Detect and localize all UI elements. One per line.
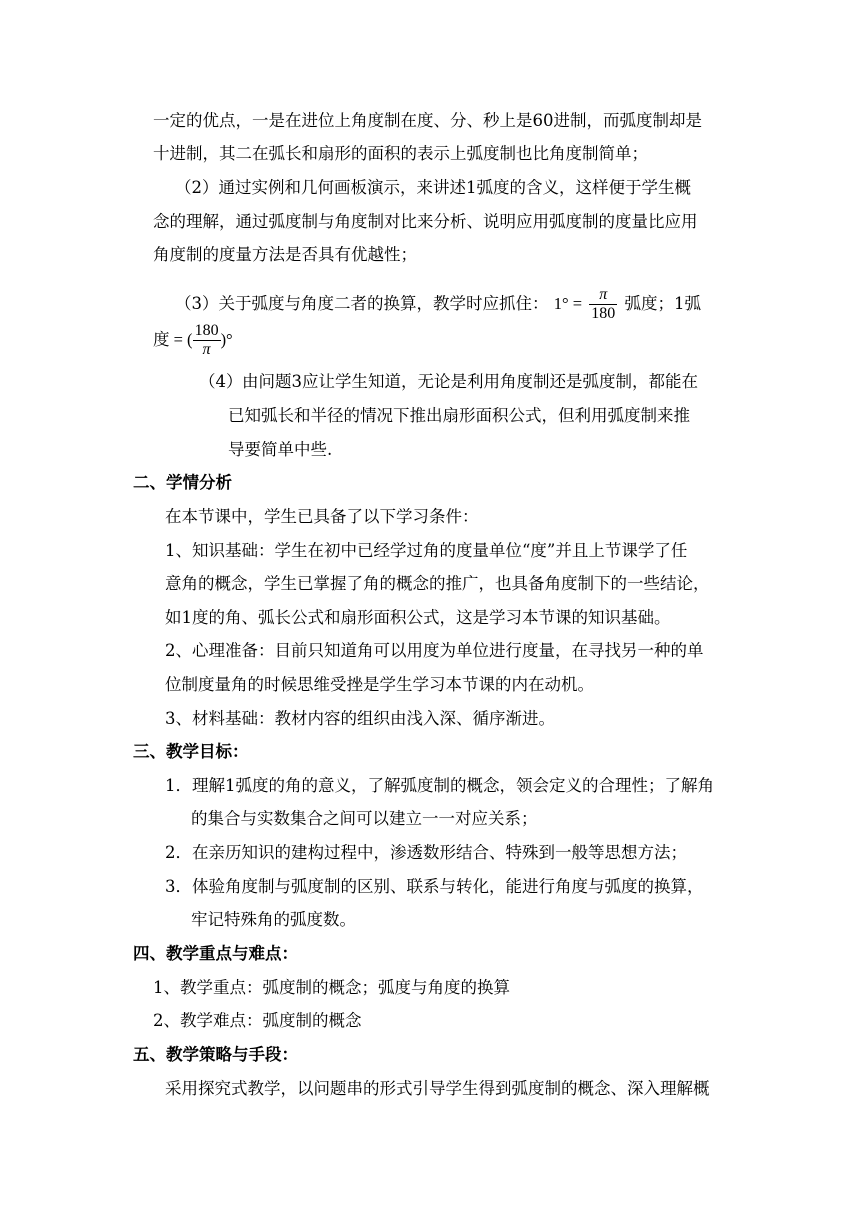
conversion-after-text: 弧度；1弧 xyxy=(624,294,702,313)
paragraph-line: 1、知识基础：学生在初中已经学过角的度量单位“度”并且上节课学了任 xyxy=(165,541,688,560)
paragraph-line: 在本节课中，学生已具备了以下学习条件： xyxy=(165,507,479,526)
fraction-numerator: π xyxy=(599,286,608,303)
paragraph-line: 一定的优点，一是在进位上角度制在度、分、秒上是60进制，而弧度制却是 xyxy=(153,111,702,130)
paragraph-line: 1．理解1弧度的角的意义，了解弧度制的概念，领会定义的合理性；了解角 xyxy=(165,776,714,795)
paragraph-line: 已知弧长和半径的情况下推出扇形面积公式，但利用弧度制来推 xyxy=(228,406,690,425)
section-heading: 二、学情分析 xyxy=(133,473,232,492)
paragraph-line: 如1度的角、弧长公式和扇形面积公式，这是学习本节课的知识基础。 xyxy=(165,608,671,627)
conversion-formula-line-2 xyxy=(153,320,233,360)
section-heading: 四、教学重点与难点： xyxy=(133,944,298,963)
fraction-denominator: 180 xyxy=(591,305,616,322)
paragraph-line: 十进制，其二在弧长和扇形的面积的表示上弧度制也比角度制简单； xyxy=(153,144,648,163)
paragraph-line: 念的理解，通过弧度制与角度制对比来分析、说明应用弧度制的度量比应用 xyxy=(153,212,698,231)
paragraph-line: 2、心理准备：目前只知道角可以用度为单位进行度量，在寻找另一种的单 xyxy=(165,641,704,660)
paragraph-line: 3、材料基础：教材内容的组织由浅入深、循序渐进。 xyxy=(165,709,555,728)
paragraph-line: 2．在亲历知识的建构过程中，渗透数形结合、特殊到一般等思想方法； xyxy=(165,843,687,862)
one-degree-equals: 1° = xyxy=(553,294,583,313)
paragraph-line: 采用探究式教学，以问题串的形式引导学生得到弧度制的概念、深入理解概 xyxy=(165,1079,710,1098)
item-marker: （4） xyxy=(199,372,243,391)
fraction-denominator: π xyxy=(202,341,211,358)
pi-over-180-fraction xyxy=(589,286,617,323)
fraction-numerator: 180 xyxy=(194,322,219,339)
180-over-pi-fraction xyxy=(193,322,221,359)
section-heading: 五、教学策略与手段： xyxy=(133,1045,298,1064)
section-heading: 三、教学目标： xyxy=(133,742,249,761)
paragraph-line: 1、教学重点：弧度制的概念；弧度与角度的换算 xyxy=(153,978,510,997)
one-radian-equals: 度 = ( xyxy=(153,330,193,349)
paragraph-line: 位制度量角的时候思维受挫是学生学习本节课的内在动机。 xyxy=(165,675,594,694)
paragraph-line: 的集合与实数集合之间可以建立一一对应关系； xyxy=(191,809,538,828)
paragraph-line: 3．体验角度制与弧度制的区别、联系与转化，能进行角度与弧度的换算， xyxy=(165,877,704,896)
paragraph-line: 牢记特殊角的弧度数。 xyxy=(191,910,356,929)
conversion-lead-text: （3）关于弧度与角度二者的换算，教学时应抓住： xyxy=(175,294,549,313)
paragraph-line: 2、教学难点：弧度制的概念 xyxy=(153,1011,362,1030)
paragraph-line: 由问题3应让学生知道，无论是利用角度制还是弧度制，都能在 xyxy=(242,372,698,391)
conversion-formula-line xyxy=(175,284,701,324)
paragraph-line: 意角的概念，学生已掌握了角的概念的推广，也具备角度制下的一些结论， xyxy=(165,574,710,593)
degree-close: )° xyxy=(220,330,233,349)
paragraph-line: （2）通过实例和几何画板演示，来讲述1弧度的含义，这样便于学生概 xyxy=(175,178,691,197)
paragraph-line: 角度制的度量方法是否具有优越性； xyxy=(153,245,417,264)
paragraph-line: 导要简单中些. xyxy=(228,440,333,459)
